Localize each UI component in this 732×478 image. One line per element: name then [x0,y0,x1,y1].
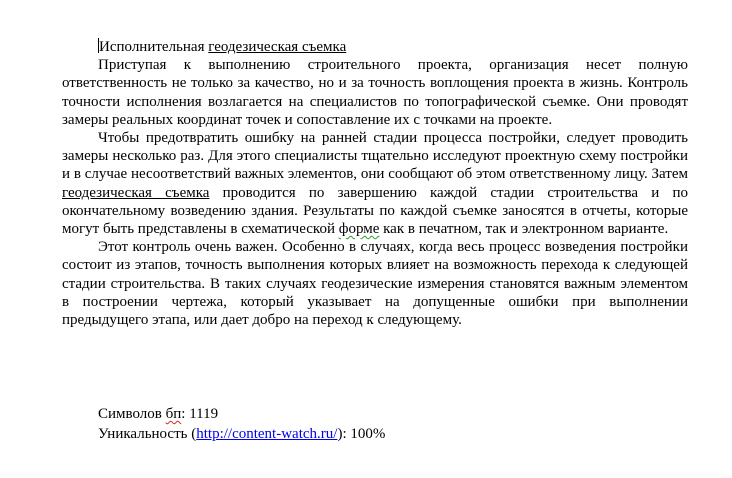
document-footer [98,404,385,444]
paragraph-2-link[interactable]: геодезическая съемка [62,184,210,201]
paragraph-3: Этот контроль очень важен. Особенно в случаях, когда весь процесс возведения постройки состоит из этапов, точность выполнения которых влияет на возможность перехода к следующей стадии строительства. В таких случаях геодезические измерения становятся важным элементом в построении чертежа, который указывает на допущенные ошибки при выполнении предыдущего этапа, или дает добро на переход к следующему. [62,239,688,329]
paragraph-1: Приступая к выполнению строительного проекта, организация несет полную ответственность не только за качество, но и за точность воплощения проекта в жизнь. Контроль точности исполнения возлагается на специалистов по топографической съемке. Они проводят замеры реальных координат точек и сопоставление их с точками на проекте. [62,57,688,128]
paragraph-2 [62,129,688,238]
paragraph-2-part-a: Чтобы предотвратить ошибку на ранней стадии процесса постройки, следует проводить замеры несколько раз. Для этого специалисты тщательно исследуют проектную схему постройки и в случае несоответствий важных элементов, они сообщают об этом ответственному лицу. Затем [62,130,688,183]
spelling-flag-word[interactable]: бп [165,406,182,422]
uniqueness-line [98,424,385,444]
char-count-value: : 1119 [181,406,219,422]
paragraph-2-part-b: проводится по завершению каждой стадии строительства и по окончательному возведению здания. Результаты по каждой съемке заносятся в отчеты, которые могут быть представлены в схематической [62,184,688,238]
grammar-flag-word[interactable]: форме [338,221,380,238]
paragraph-2-part-c: как в печатном, так и электронном варианте. [379,221,669,238]
document-body [62,38,688,329]
uniqueness-link[interactable]: http://content-watch.ru/ [196,426,338,442]
uniqueness-value: ): 100% [337,426,386,442]
title-text: Исполнительная [99,39,209,55]
char-count-line [98,404,385,424]
document-title [62,38,688,56]
title-link[interactable]: геодезическая съемка [208,39,347,55]
char-count-label: Символов [98,406,166,422]
uniqueness-label: Уникальность ( [98,426,197,442]
